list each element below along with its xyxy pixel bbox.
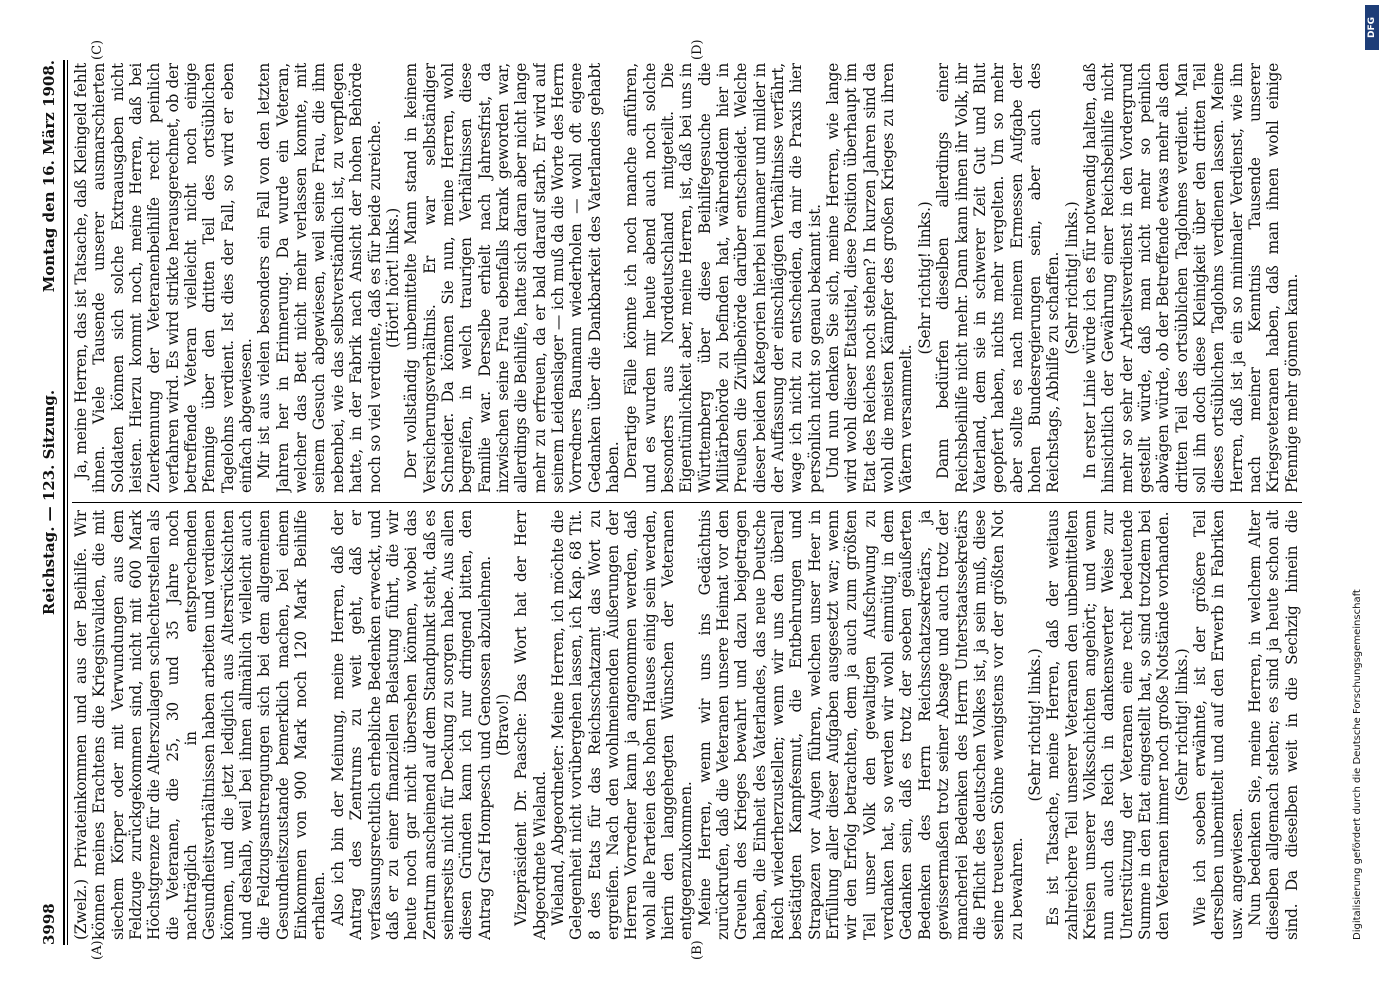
interjection: (Hört! hört! links.): [383, 208, 402, 348]
header-rule-thin: [67, 60, 68, 945]
paragraph: Wie ich soeben erwähnte, ist der größere Teil derselben unbemittelt und auf den Erwerb in Fabriken usw. angewiesen.: [1190, 510, 1246, 940]
paragraph: Ja, meine Herren, das ist Tatsache, daß Kleingeld fehlt ihnen. Viele Tausende unserer ausmarschierten Soldaten können sich solche Extraausgaben nicht leisten. Hierzu kommt noch, meine Herren, daß bei Zuerkennung der Veteranenbeihilfe recht peinlich verfahren wird. Es wird strikte herausgerechnet, ob der betreffende Veteran vielleicht nicht noch einige Pfennige über den dritten Teil des ortsüblichen Tagelohns verdient. Ist dies der Fall, so wird er eben einfach abgewiesen.: [72, 63, 256, 493]
digitization-credit: Digitalisierung gefördert durch die Deutsche Forschungsgemeinschaft: [1352, 589, 1363, 940]
paragraph: Mir ist aus vielen besonders ein Fall von den letzten Jahren her in Erinnerung. Da wurde ein Veteran, welcher das Bett nicht mehr verlassen konnte, mit seinem Gesuch abgewiesen, weil seine Frau, die ihm nebenbei, wie das selbstverständlich ist, zu verpflegen hatte, in der Fabrik nach Ansicht der hohen Behörde noch so viel verdiente, daß es für beide zureiche.: [255, 63, 384, 493]
interjection: (Sehr richtig! links.): [1025, 648, 1044, 802]
speaker-intro: Vizepräsident Dr. Paasche: Das Wort hat der Herr Abgeordnete Wieland.: [512, 510, 549, 940]
margin-marker-d: (D): [690, 39, 705, 60]
paragraph: Und nun denken Sie sich, meine Herren, wie lange wird wohl dieser Etatstitel, diese Position überhaupt im Etat des Reiches noch stehen? In kurzen Jahren sind da wohl die meisten Kämpfer des großen Krieges zu ihren Vätern versammelt.: [824, 63, 916, 493]
left-column: [72, 510, 1302, 940]
paragraph: Derartige Fälle könnte ich noch manche anführen, und es wurden mir heute abend auch noch solche besonders aus Norddeutschland mitgeteilt. Die Eigentümlichkeit aber, meine Herren, ist, daß bei uns in Württemberg über diese Beihilfegesuche die Militärbehörde zu befinden hat, währenddem hier in Preußen die Zivilbehörde darüber entscheidet. Welche dieser beiden Kategorien hierbei humaner und milder in der Auffassung der einschlägigen Verhältnisse verfährt, wage ich nicht zu entscheiden, da mir die Praxis hier persönlich nicht so genau bekannt ist.: [622, 63, 824, 493]
margin-marker-b: (B): [690, 940, 705, 960]
interjection: (Bravo!): [493, 694, 512, 756]
interjection: (Sehr richtig! links.): [1172, 648, 1191, 802]
margin-marker-a: (A): [90, 940, 105, 960]
paragraph: Der vollständig unbemittelte Mann stand in keinem Versicherungsverhältnis. Er war selbständiger Schneider. Da können Sie nun, meine Herren, wohl begreifen, in welch traurigen Verhältnissen diese Familie war. Derselbe erhielt nach Jahresfrist, da inzwischen seine Frau ebenfalls krank geworden war, allerdings die Beihilfe, hatte sich daran aber nicht lange mehr zu erfreuen, da er bald darauf starb. Er wird auf seinem Leidenslager — ich muß da die Worte des Herrn Vorredners Baumann wiederholen — wohl oft eigene Gedanken über die Dankbarkeit des Vaterlandes gehabt haben.: [402, 63, 622, 493]
interjection: (Sehr richtig! links.): [1062, 201, 1081, 355]
margin-marker-c: (C): [90, 39, 105, 60]
paragraph: Wieland, Abgeordneter: Meine Herren, ich möchte die Gelegenheit nicht vorübergehen lassen, ich Kap. 68 Tit. 8 des Etats für das Reichsschatzamt das Wort zu ergreifen. Nach den wohlmeinenden Äußerungen der Herren Vorredner kann ja angenommen werden, daß wohl alle Parteien des hohen Hauses einig sein werden, hierin den langgehegten Wünschen der Veteranen entgegenzukommen.: [548, 510, 696, 940]
paragraph: [1301, 63, 1302, 493]
column-divider: [72, 502, 1302, 503]
paragraph: Also ich bin der Meinung, meine Herren, daß der Antrag des Zentrums zu weit geht, daß er verfassungsrechtlich erhebliche Bedenken erweckt, und daß er zu einer finanziellen Belastung führt, die wir heute noch gar nicht übersehen können, wobei das Zentrum anscheinend auf dem Standpunkt steht, daß es seinerseits nicht für Deckung zu sorgen habe. Aus allen diesen Gründen kann ich nur dringend bitten, den Antrag Graf Hompesch und Genossen abzulehnen.: [328, 510, 494, 940]
paragraph: (Zwelz.) Privateinkommen und aus der Beihilfe. Wir können meines Erachtens die Kriegsinvaliden, die mit siechem Körper oder mit Verwundungen aus dem Feldzuge zurückgekommen sind, nicht mit 600 Mark Höchstgrenze für die Alterszulagen schlechterstellen als die Veteranen, die 25, 30 und 35 Jahre noch nachträglich in entsprechenden Gesundheitsverhältnissen haben arbeiten und verdienen können, und die jetzt lediglich aus Altersrücksichten und deshalb, weil bei ihnen allmählich vielleicht auch die Feldzugsanstrengungen sich bei dem allgemeinen Gesundheitszustande bemerklich machen, bei einem Einkommen von 900 Mark noch 120 Mark Beihilfe erhalten.: [72, 510, 329, 940]
interjection: (Sehr richtig! links.): [915, 201, 934, 355]
page-header: [40, 60, 62, 945]
page-date: Montag den 16. März 1908.: [40, 60, 58, 293]
dfg-logo: DFG: [1365, 5, 1379, 50]
paragraph: In erster Linie würde ich es für notwendig halten, daß hinsichtlich der Gewährung einer Reichsbeihilfe nicht mehr so sehr der Arbeitsverdienst in den Vordergrund gestellt würde, daß man nicht mehr so peinlich abwägen würde, ob der Betreffende etwas mehr als den dritten Teil des ortsüblichen Taglohnes verdient. Man soll ihn doch diese Kleinigkeit über den dritten Teil dieses ortsüblichen Taglohns verdienen lassen. Meine Herren, daß ist ja ein so minimaler Verdienst, wie ihn nach meiner Kenntnis Tausende unserer Kriegsveteranen haben, daß man ihnen wohl einige Pfennige mehr gönnen kann.: [1080, 63, 1301, 493]
paragraph: Meine Herren, wenn wir uns ins Gedächtnis zurückrufen, daß die Veteranen unsere Heimat vor den Greueln des Krieges bewahrt und dazu beigetragen haben, die Einheit des Vaterlandes, das neue Deutsche Reich wiederherzustellen; wenn wir uns den überall bestätigten Kampfesmut, die Entbehrungen und Strapazen vor Augen führen, welchen unser Heer in Erfüllung aller dieser Aufgaben ausgesetzt war; wenn wir den Erfolg betrachten, dem ja auch zum größten Teil unser Volk den gewaltigen Aufschwung zu verdanken hat, so werden wir wohl einmütig in dem Gedanken sein, daß es trotz der soeben geäußerten Bedenken des Herrn Reichsschatzsekretärs, ja gewissermaßen trotz seiner Absage und auch trotz der mancherlei Bedenken des Herrn Unterstaatssekretärs die Pflicht des deutschen Volkes ist, ja sein muß, diese seine treuesten Söhne wenigstens vor der größten Not zu bewahren.: [695, 510, 1026, 940]
paragraph: Es ist Tatsache, meine Herren, daß der weitaus zahlreichere Teil unserer Veteranen den unbemittelten Kreisen unserer Volksschichten angehört; und wenn nun auch das Reich in dankenswerter Weise zur Unterstützung der Veteranen eine recht bedeutende Summe in den Etat eingestellt hat, so sind trotzdem bei den Veteranen immer noch große Notstände vorhanden.: [1044, 510, 1173, 940]
page-number: 3998: [40, 903, 58, 945]
right-column: [72, 63, 1302, 493]
page-title: Reichstag. — 123. Sitzung.: [40, 389, 58, 616]
header-rule: [63, 60, 65, 945]
paragraph: Nun bedenken Sie, meine Herren, in welchem Alter dieselben allgemach stehen; es sind ja heute schon alt sind. Da dieselben weit in die Sechzig hinein die: [1246, 510, 1301, 940]
paragraph: Dann bedürfen dieselben allerdings einer Reichsbeihilfe nicht mehr. Dann kann ihnen ihr Volk, ihr Vaterland, dem sie in schwerer Zeit Gut und Blut geopfert haben, nichts mehr vergelten. Um so mehr aber sollte es nach meinem Ermessen Aufgabe der hohen Bundesregierungen sein, aber auch des Reichstags, Abhilfe zu schaffen.: [934, 63, 1063, 493]
